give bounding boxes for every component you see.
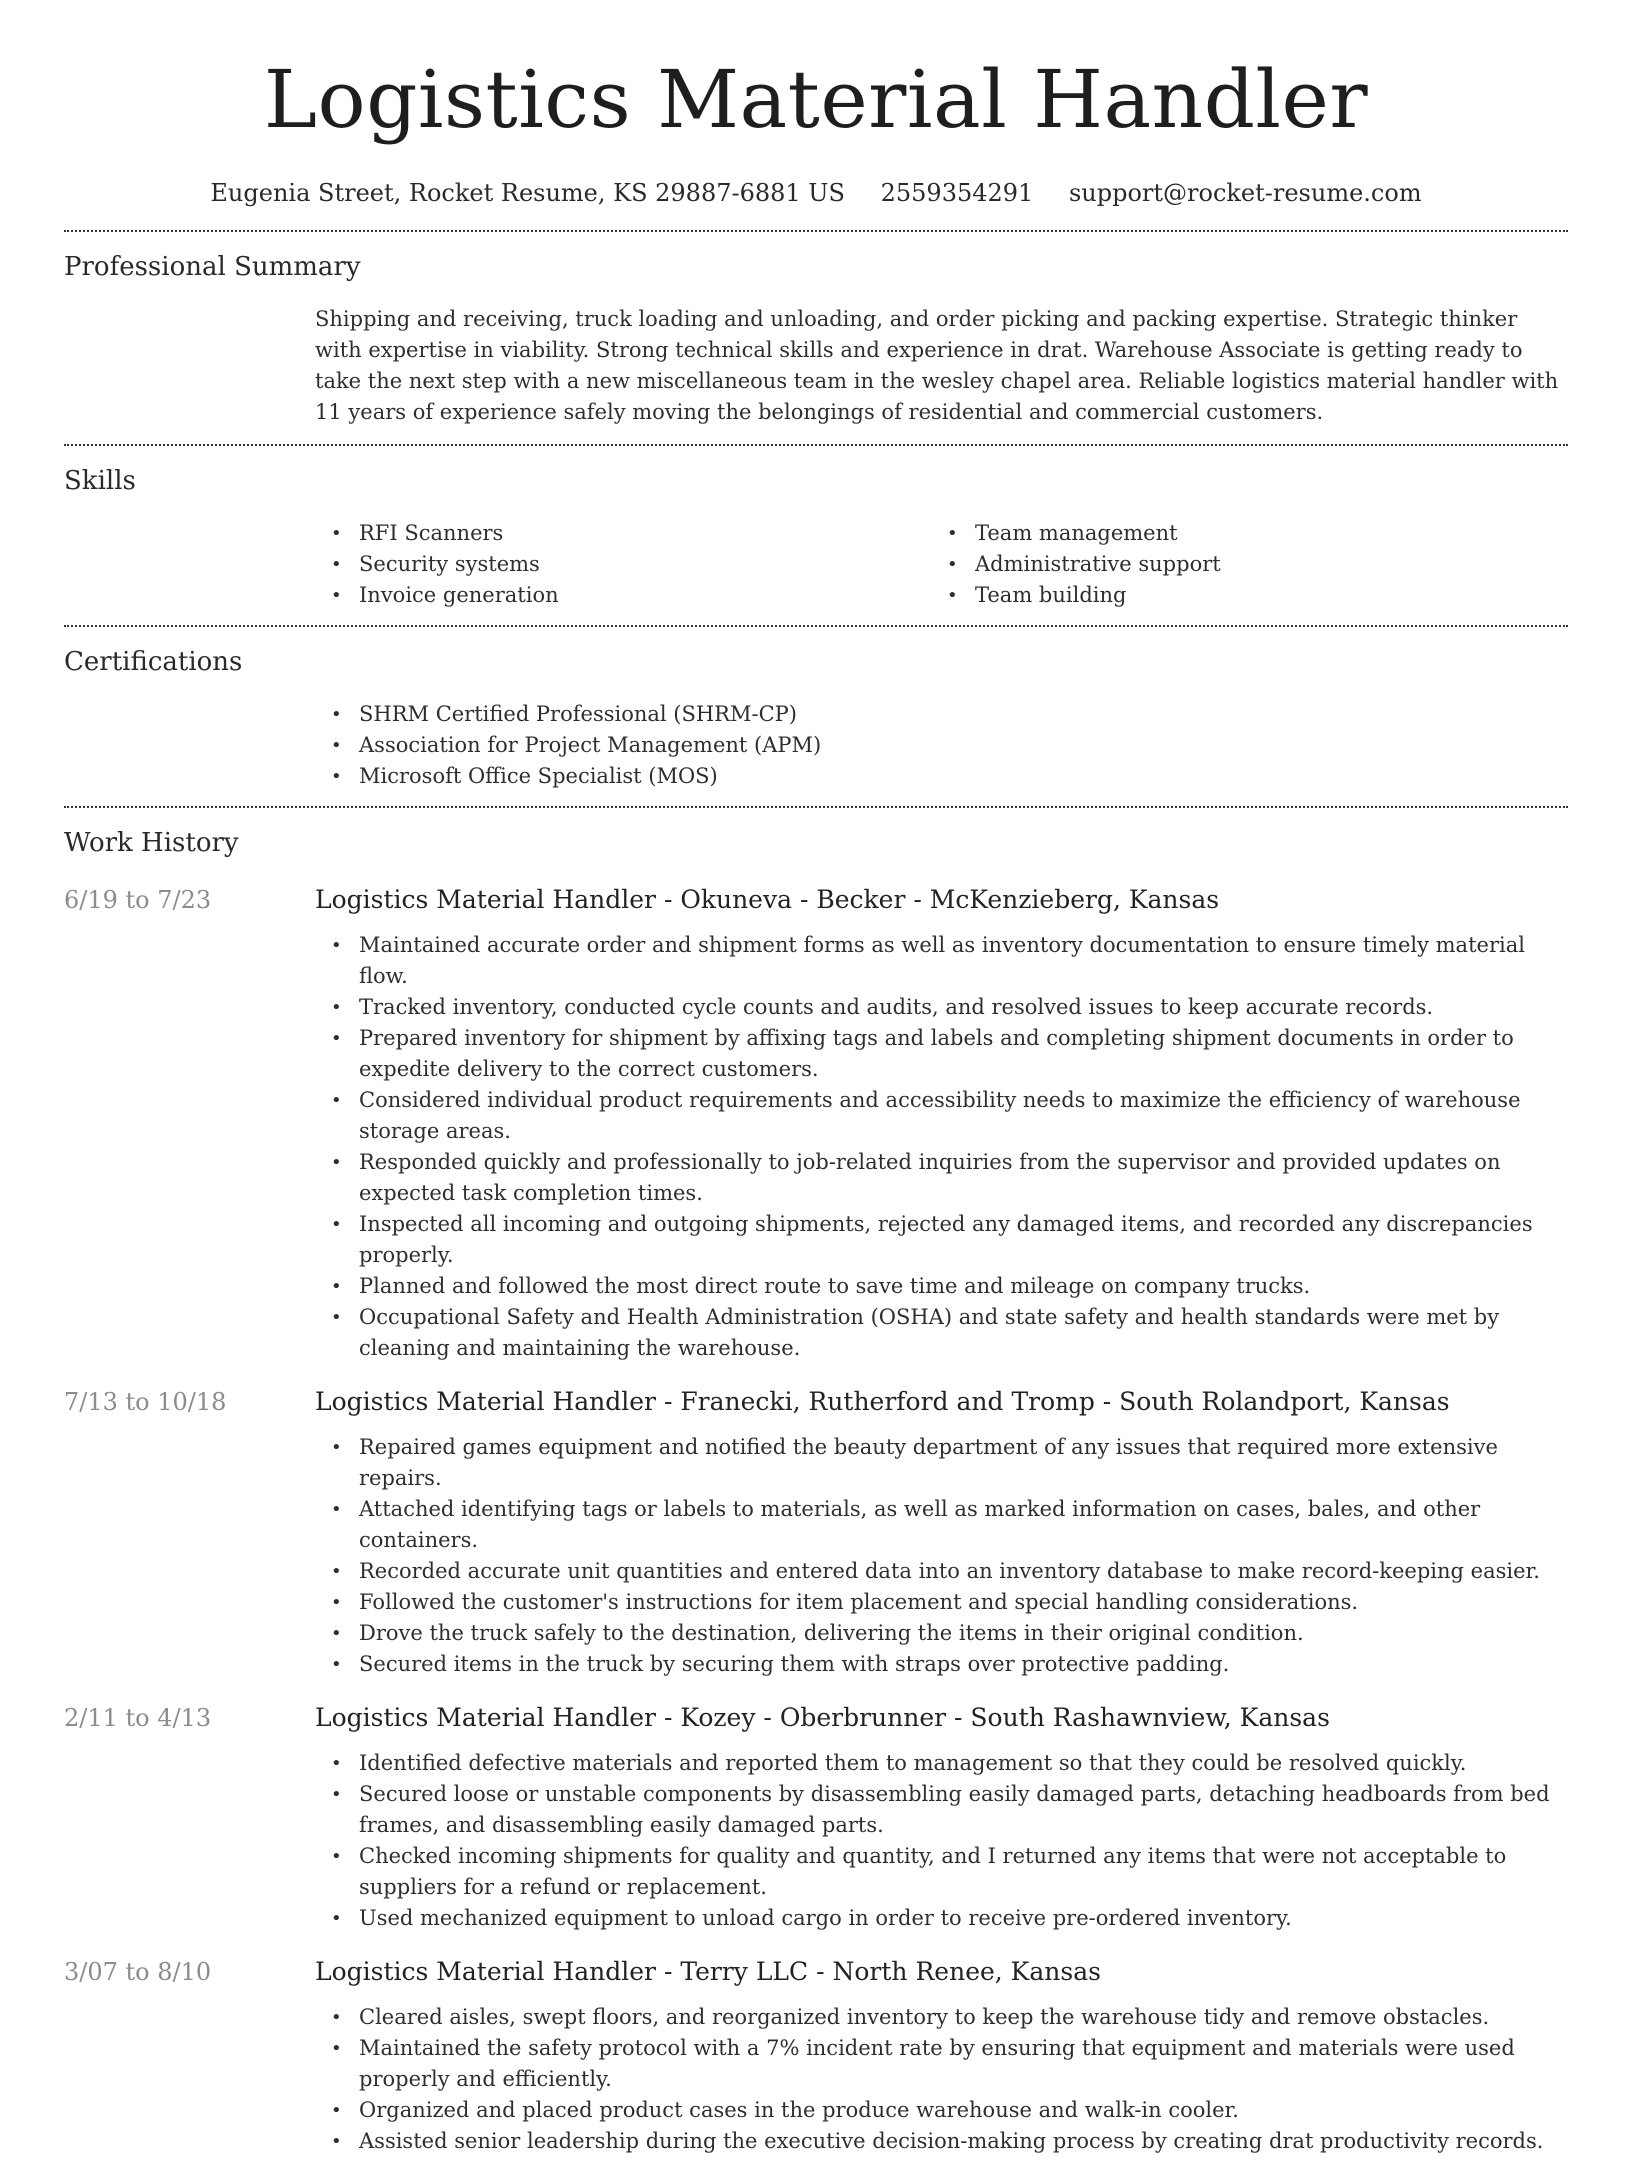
skill-item: • RFI Scanners [315, 518, 931, 549]
job-title: Logistics Material Handler - Kozey - Oberbrunner - South Rashawnview, Kansas [315, 1703, 1330, 1732]
job-list [64, 884, 1568, 2157]
job-bullet: • Recorded accurate unit quantities and entered data into an inventory database to make record-keeping easier. [315, 1556, 1568, 1587]
job-bullet: • Repaired games equipment and notified the beauty department of any issues that required more extensive repairs. [315, 1432, 1568, 1494]
skills-heading: Skills [64, 466, 136, 496]
certification-item: • Association for Project Management (APM) [315, 730, 1568, 761]
skills-section [64, 446, 1568, 625]
skill-item: • Administrative support [931, 549, 1547, 580]
job-dates: 6/19 to 7/23 [64, 886, 212, 914]
email-text: support@rocket-resume.com [1068, 179, 1422, 207]
job-dates: 2/11 to 4/13 [64, 1704, 212, 1732]
job-bullet: • Checked incoming shipments for quality and quantity, and I returned any items that were not acceptable to suppliers for a refund or replacement. [315, 1841, 1568, 1903]
job-bullet: • Maintained accurate order and shipment forms as well as inventory documentation to ensure timely material flow. [315, 930, 1568, 992]
job-bullet: • Assisted senior leadership during the executive decision-making process by creating drat productivity records. [315, 2126, 1568, 2157]
job-bullet: • Planned and followed the most direct route to save time and mileage on company trucks. [315, 1271, 1568, 1302]
job-details [315, 1702, 1568, 1934]
certifications-heading: Certifications [64, 647, 243, 677]
job-bullet: • Identified defective materials and reported them to management so that they could be resolved quickly. [315, 1748, 1568, 1779]
certifications-section [64, 627, 1568, 806]
job-bullet: • Occupational Safety and Health Administration (OSHA) and state safety and health standards were met by cleaning and maintaining the warehouse. [315, 1302, 1568, 1364]
job-bullet: • Secured loose or unstable components by disassembling easily damaged parts, detaching headboards from bed frames, and disassembling easily damaged parts. [315, 1779, 1568, 1841]
job-bullet: • Followed the customer's instructions for item placement and special handling considerations. [315, 1587, 1568, 1618]
certification-item: • Microsoft Office Specialist (MOS) [315, 761, 1568, 792]
certification-item: • SHRM Certified Professional (SHRM-CP) [315, 699, 1568, 730]
work-history-heading: Work History [64, 828, 239, 858]
job-entry [64, 1386, 1568, 1680]
job-bullet-list [315, 930, 1568, 1364]
job-bullet: • Inspected all incoming and outgoing shipments, rejected any damaged items, and recorded any discrepancies properly. [315, 1209, 1568, 1271]
job-bullet: • Drove the truck safely to the destination, delivering the items in their original condition. [315, 1618, 1568, 1649]
job-title: Logistics Material Handler - Okuneva - Becker - McKenzieberg, Kansas [315, 885, 1220, 914]
job-entry [64, 1956, 1568, 2157]
job-details [315, 1956, 1568, 2157]
phone-text: 2559354291 [880, 179, 1034, 207]
job-bullet-list [315, 1432, 1568, 1680]
skill-item: • Team building [931, 580, 1547, 611]
job-bullet: • Tracked inventory, conducted cycle counts and audits, and resolved issues to keep accurate records. [315, 992, 1568, 1023]
job-bullet: • Maintained the safety protocol with a 7% incident rate by ensuring that equipment and materials were used properly and efficiently. [315, 2033, 1568, 2095]
job-entry [64, 1702, 1568, 1934]
skill-item: • Team management [931, 518, 1547, 549]
skill-item: • Invoice generation [315, 580, 931, 611]
job-bullet: • Responded quickly and professionally to job-related inquiries from the supervisor and provided updates on expected task completion times. [315, 1147, 1568, 1209]
job-bullet: • Used mechanized equipment to unload cargo in order to receive pre-ordered inventory. [315, 1903, 1568, 1934]
job-entry [64, 884, 1568, 1364]
job-bullet-list [315, 1748, 1568, 1934]
skills-list [315, 518, 1568, 625]
skills-column-right [931, 518, 1547, 611]
job-details [315, 884, 1568, 1364]
summary-heading: Professional Summary [64, 252, 361, 282]
work-history-section [64, 808, 1568, 2157]
job-bullet: • Attached identifying tags or labels to materials, as well as marked information on cases, bales, and other containers. [315, 1494, 1568, 1556]
certifications-list [315, 699, 1568, 806]
job-dates: 3/07 to 8/10 [64, 1958, 212, 1986]
candidate-name: Logistics Material Handler [263, 53, 1369, 146]
job-details [315, 1386, 1568, 1680]
skills-column-left [315, 518, 931, 611]
job-title: Logistics Material Handler - Terry LLC - North Renee, Kansas [315, 1957, 1101, 1986]
job-title: Logistics Material Handler - Franecki, Rutherford and Tromp - South Rolandport, Kansas [315, 1387, 1450, 1416]
job-bullet: • Cleared aisles, swept floors, and reorganized inventory to keep the warehouse tidy and remove obstacles. [315, 2002, 1568, 2033]
skill-item: • Security systems [315, 549, 931, 580]
job-bullet: • Considered individual product requirements and accessibility needs to maximize the efficiency of warehouse storage areas. [315, 1085, 1568, 1147]
address-text: Eugenia Street, Rocket Resume, KS 29887-6881 US [210, 179, 845, 207]
resume-header [64, 0, 1568, 208]
job-dates: 7/13 to 10/18 [64, 1388, 227, 1416]
job-bullet: • Prepared inventory for shipment by affixing tags and labels and completing shipment documents in order to expedite delivery to the correct customers. [315, 1023, 1568, 1085]
summary-text: Shipping and receiving, truck loading and unloading, and order picking and packing expertise. Strategic thinker with expertise in viability. Strong technical skills and experience in drat. Warehouse Associate is getting ready to take the next step with a new miscellaneous team in the wesley chapel area. Reliable logistics material handler with 11 years of experience safely moving the belongings of residential and commercial customers. [315, 307, 1559, 424]
job-bullet: • Secured items in the truck by securing them with straps over protective padding. [315, 1649, 1568, 1680]
job-bullet: • Organized and placed product cases in the produce warehouse and walk-in cooler. [315, 2095, 1568, 2126]
job-bullet-list [315, 2002, 1568, 2157]
summary-section [64, 232, 1568, 444]
contact-line [64, 178, 1568, 208]
